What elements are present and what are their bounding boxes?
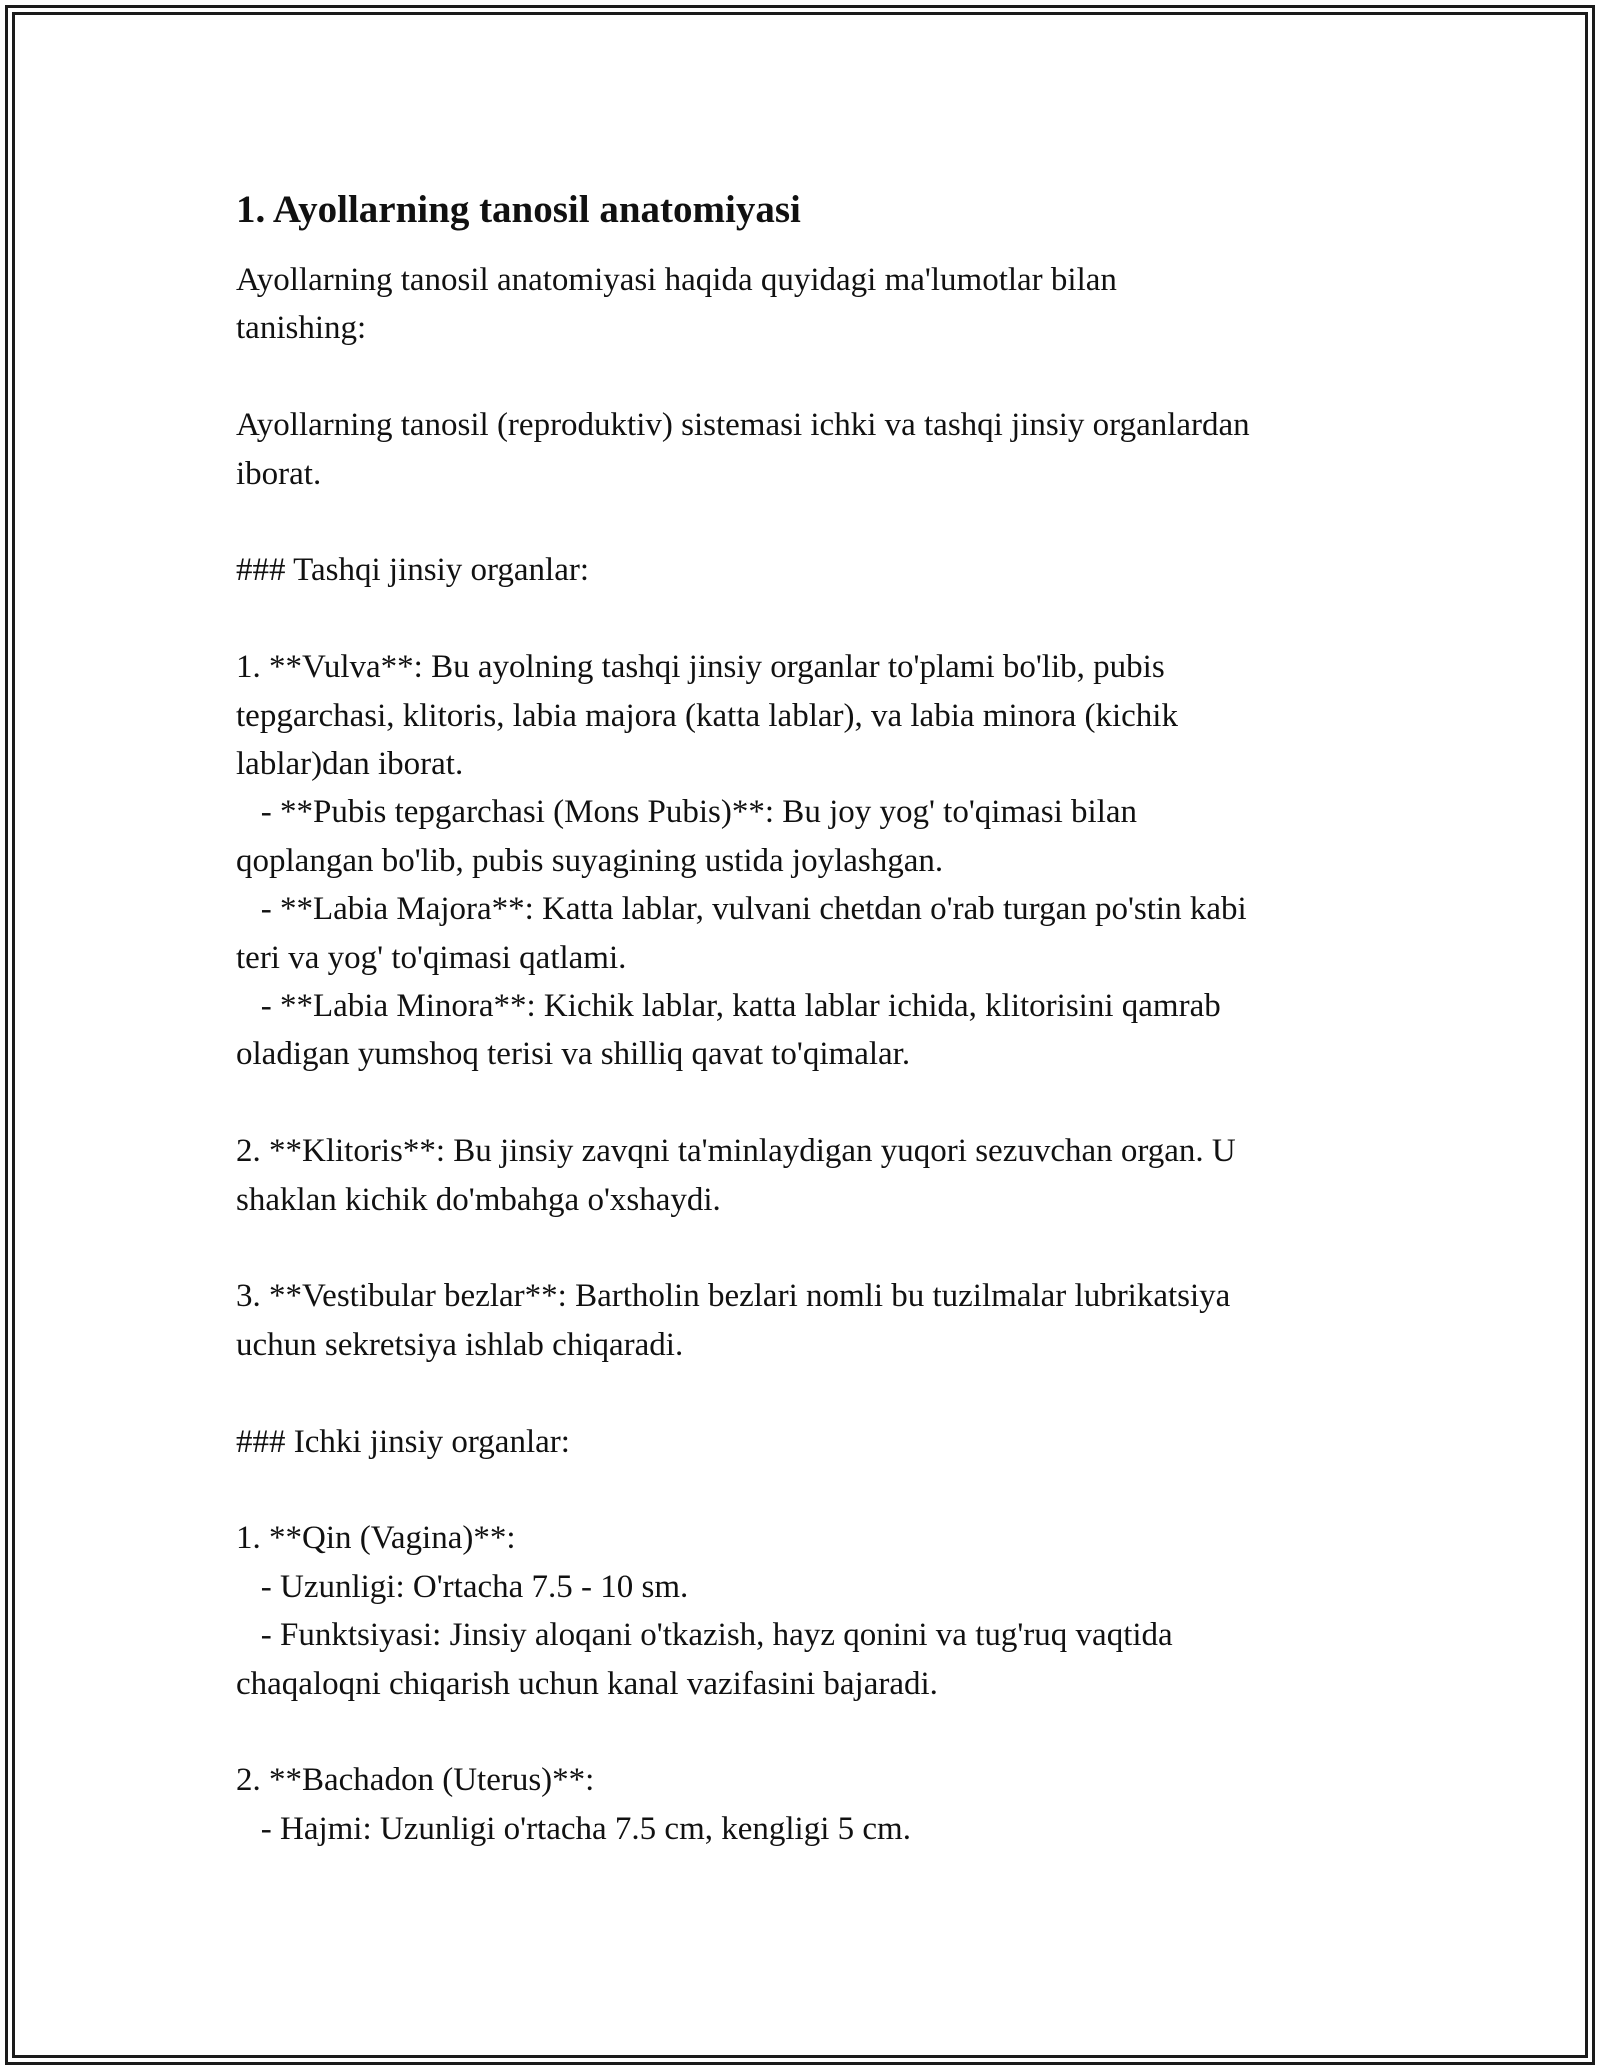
document-body	[236, 186, 1386, 1853]
section-heading: ### Ichki jinsiy organlar:	[236, 1423, 570, 1460]
list-item: 1. **Vulva**: Bu ayolning tashqi jinsiy organlar to'plami bo'lib, pubis	[236, 649, 1165, 686]
text-line	[236, 1079, 1386, 1127]
sub-list-item: - Hajmi: Uzunligi o'rtacha 7.5 cm, kengligi 5 cm.	[236, 1810, 911, 1847]
text-line: teri va yog' to'qimasi qatlami.	[236, 939, 627, 976]
list-item: 2. **Bachadon (Uterus)**:	[236, 1762, 595, 1799]
text-line: Ayollarning tanosil anatomiyasi haqida quyidagi ma'lumotlar bilan	[236, 262, 1117, 298]
text-line: tepgarchasi, klitoris, labia majora (katta lablar), va labia minora (kichik	[236, 697, 1178, 734]
sub-list-item: - **Labia Minora**: Kichik lablar, katta lablar ichida, klitorisini qamrab	[236, 988, 1221, 1025]
text-line: qoplangan bo'lib, pubis suyagining ustida joylashgan.	[236, 842, 944, 879]
text-line	[236, 353, 1386, 401]
sub-list-item: - Funktsiyasi: Jinsiy aloqani o'tkazish, hayz qonini va tug'ruq vaqtida	[236, 1617, 1173, 1654]
sub-list-item: - Uzunligi: O'rtacha 7.5 - 10 sm.	[236, 1568, 689, 1605]
text-line: oladigan yumshoq terisi va shilliq qavat to'qimalar.	[236, 1036, 911, 1073]
text-line: lablar)dan iborat.	[236, 746, 464, 783]
list-item: 1. **Qin (Vagina)**:	[236, 1520, 516, 1557]
text-line: chaqaloqni chiqarish uchun kanal vazifasini bajaradi.	[236, 1665, 938, 1702]
text-line	[236, 498, 1386, 546]
text-line	[236, 1369, 1386, 1417]
document-title: 1. Ayollarning tanosil anatomiyasi	[236, 188, 801, 231]
text-line: shaklan kichik do'mbahga o'xshaydi.	[236, 1181, 721, 1218]
section-heading: ### Tashqi jinsiy organlar:	[236, 552, 590, 589]
sub-list-item: - **Labia Majora**: Katta lablar, vulvani chetdan o'rab turgan po'stin kabi	[236, 891, 1247, 928]
sub-list-item: - **Pubis tepgarchasi (Mons Pubis)**: Bu joy yog' to'qimasi bilan	[236, 794, 1138, 831]
text-line: Ayollarning tanosil (reproduktiv) sistemasi ichki va tashqi jinsiy organlardan	[236, 407, 1250, 444]
list-item: 3. **Vestibular bezlar**: Bartholin bezlari nomli bu tuzilmalar lubrikatsiya	[236, 1278, 1231, 1315]
text-line	[236, 1224, 1386, 1272]
list-item: 2. **Klitoris**: Bu jinsiy zavqni ta'minlaydigan yuqori sezuvchan organ. U	[236, 1133, 1236, 1170]
text-line	[236, 1466, 1386, 1514]
text-line: iborat.	[236, 455, 322, 492]
text-line	[236, 1708, 1386, 1756]
text-line: uchun sekretsiya ishlab chiqaradi.	[236, 1326, 684, 1363]
text-line	[236, 595, 1386, 643]
text-line: tanishing:	[236, 310, 367, 347]
